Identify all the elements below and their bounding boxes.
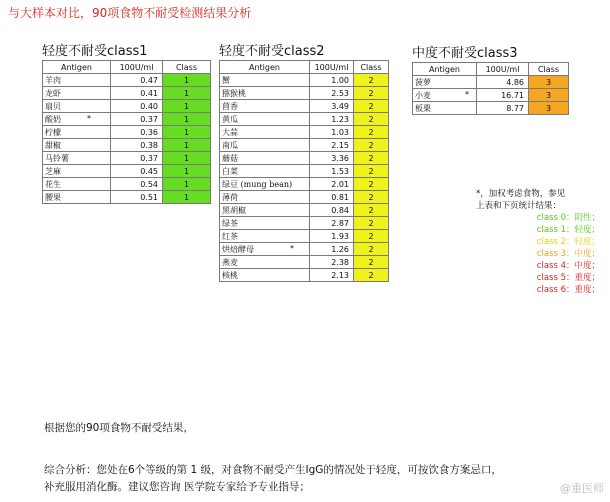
antigen-name: 红茶 — [222, 231, 238, 241]
table-row — [220, 113, 389, 126]
antigen-cell — [220, 126, 310, 139]
value-cell: 2.87 — [310, 217, 354, 230]
value-cell: 2.53 — [310, 87, 354, 100]
value-cell: 0.84 — [310, 204, 354, 217]
class2-title: 轻度不耐受class2 — [219, 44, 325, 59]
value-cell: 0.51 — [111, 191, 163, 204]
value-cell: 3.49 — [310, 100, 354, 113]
value-cell: 3.36 — [310, 152, 354, 165]
antigen-name: 扇贝 — [45, 101, 61, 111]
class-cell: 1 — [163, 139, 211, 152]
col-header-value: 100U/ml — [111, 61, 163, 74]
weighted-star: * — [87, 114, 91, 123]
legend-item: class 6：重度； — [536, 285, 600, 295]
antigen-cell — [220, 165, 310, 178]
class3-table — [412, 62, 569, 115]
table-row — [220, 139, 389, 152]
antigen-cell — [43, 139, 111, 152]
col-header-antigen: Antigen — [413, 63, 477, 76]
table-header-row — [43, 61, 211, 74]
class-cell: 1 — [163, 87, 211, 100]
table-row — [43, 113, 211, 126]
antigen-name: 黑胡椒 — [222, 205, 246, 215]
antigen-cell — [43, 100, 111, 113]
table-row — [220, 165, 389, 178]
legend-item: class 2：轻度； — [536, 237, 600, 247]
table-row — [43, 87, 211, 100]
class-cell: 2 — [354, 87, 389, 100]
antigen-cell — [220, 230, 310, 243]
value-cell: 0.45 — [111, 165, 163, 178]
value-cell: 0.40 — [111, 100, 163, 113]
table-row — [220, 217, 389, 230]
col-header-class: Class — [529, 63, 569, 76]
antigen-cell — [220, 139, 310, 152]
value-cell: 0.54 — [111, 178, 163, 191]
class-cell: 2 — [354, 191, 389, 204]
table-row — [413, 89, 569, 102]
page-title: 与大样本对比，90项食物不耐受检测结果分析 — [8, 6, 252, 20]
antigen-name: 马铃薯 — [45, 153, 69, 163]
table-row — [220, 100, 389, 113]
antigen-name: 蟹 — [222, 75, 230, 85]
table-row — [220, 256, 389, 269]
value-cell: 1.23 — [310, 113, 354, 126]
class-cell: 3 — [529, 89, 569, 102]
watermark: @重医师 — [560, 482, 604, 495]
value-cell: 1.53 — [310, 165, 354, 178]
table-row — [220, 204, 389, 217]
value-cell: 1.03 — [310, 126, 354, 139]
class1-title: 轻度不耐受class1 — [42, 44, 148, 59]
antigen-cell — [220, 243, 310, 256]
antigen-cell — [220, 217, 310, 230]
col-header-value: 100U/ml — [310, 61, 354, 74]
antigen-name: 小麦 — [415, 90, 431, 100]
class-cell: 1 — [163, 165, 211, 178]
class3-title: 中度不耐受class3 — [412, 46, 518, 61]
class-cell: 1 — [163, 126, 211, 139]
antigen-cell — [43, 178, 111, 191]
table-header-row — [413, 63, 569, 76]
class-cell: 2 — [354, 256, 389, 269]
value-cell: 0.38 — [111, 139, 163, 152]
value-cell: 2.01 — [310, 178, 354, 191]
antigen-name: 黄瓜 — [222, 114, 238, 124]
class-cell: 2 — [354, 178, 389, 191]
class-cell: 2 — [354, 243, 389, 256]
analysis-line-1: 综合分析：您处在6个等级的第 1 级，对食物不耐受产生IgG的情况处于轻度，可按饮食方案忌口， — [44, 464, 502, 476]
class-cell: 2 — [354, 230, 389, 243]
col-header-value: 100U/ml — [477, 63, 529, 76]
table-row — [220, 178, 389, 191]
antigen-name: 南瓜 — [222, 140, 238, 150]
table-row — [220, 126, 389, 139]
antigen-cell — [220, 152, 310, 165]
legend-item: class 4：中度； — [536, 261, 600, 271]
antigen-cell — [220, 100, 310, 113]
antigen-name: 柠檬 — [45, 127, 61, 137]
legend-item: class 3：中度； — [536, 249, 600, 259]
class-cell: 1 — [163, 74, 211, 87]
table-row — [220, 230, 389, 243]
antigen-name: 芝麻 — [45, 166, 61, 176]
value-cell: 0.81 — [310, 191, 354, 204]
antigen-cell — [413, 89, 477, 102]
value-cell: 16.71 — [477, 89, 529, 102]
antigen-cell — [43, 126, 111, 139]
col-header-antigen: Antigen — [220, 61, 310, 74]
antigen-cell — [220, 87, 310, 100]
table-row — [43, 74, 211, 87]
antigen-name: 绿豆 (mung bean) — [222, 179, 293, 189]
class-cell: 3 — [529, 76, 569, 89]
table-row — [220, 87, 389, 100]
table-row — [220, 152, 389, 165]
value-cell: 2.38 — [310, 256, 354, 269]
col-header-antigen: Antigen — [43, 61, 111, 74]
antigen-cell — [220, 178, 310, 191]
antigen-name: 绿茶 — [222, 218, 238, 228]
table-row — [43, 100, 211, 113]
antigen-cell — [413, 102, 477, 115]
col-header-class: Class — [163, 61, 211, 74]
class-cell: 1 — [163, 191, 211, 204]
antigen-name: 燕麦 — [222, 257, 238, 267]
table-row — [220, 269, 389, 282]
table-row — [43, 165, 211, 178]
table-row — [43, 126, 211, 139]
class-cell: 2 — [354, 113, 389, 126]
antigen-cell — [220, 113, 310, 126]
class-cell: 1 — [163, 178, 211, 191]
table-row — [43, 191, 211, 204]
table-row — [43, 178, 211, 191]
class-cell: 1 — [163, 100, 211, 113]
analysis-line-2: 补充服用消化酶。建议您咨询 医学院专家给予专业指导； — [44, 481, 310, 493]
antigen-name: 茴香 — [222, 101, 238, 111]
value-cell: 1.26 — [310, 243, 354, 256]
class-cell: 3 — [529, 102, 569, 115]
table-row — [43, 152, 211, 165]
value-cell: 0.37 — [111, 152, 163, 165]
weighted-star: * — [290, 244, 294, 253]
value-cell: 0.47 — [111, 74, 163, 87]
class-cell: 2 — [354, 165, 389, 178]
legend-note-2: 上表和下页统计结果： — [476, 201, 562, 211]
value-cell: 2.15 — [310, 139, 354, 152]
class-cell: 2 — [354, 100, 389, 113]
class-cell: 2 — [354, 204, 389, 217]
class2-table — [219, 60, 389, 282]
table-row — [413, 102, 569, 115]
antigen-cell — [220, 269, 310, 282]
class-legend — [470, 188, 600, 296]
antigen-name: 薄荷 — [222, 192, 238, 202]
antigen-name: 板栗 — [415, 103, 431, 113]
antigen-name: 花生 — [45, 179, 61, 189]
antigen-cell — [220, 256, 310, 269]
antigen-name: 龙虾 — [45, 88, 61, 98]
antigen-name: 大蒜 — [222, 127, 238, 137]
table-row — [220, 74, 389, 87]
antigen-cell — [413, 76, 477, 89]
col-header-class: Class — [354, 61, 389, 74]
antigen-name: 白菜 — [222, 166, 238, 176]
antigen-cell — [220, 191, 310, 204]
antigen-name: 菠萝 — [415, 77, 431, 87]
antigen-cell — [43, 113, 111, 126]
antigen-cell — [220, 74, 310, 87]
legend-item: class 0：阴性； — [536, 213, 600, 223]
value-cell: 4.86 — [477, 76, 529, 89]
legend-item: class 1：轻度； — [536, 225, 600, 235]
antigen-name: 羊肉 — [45, 75, 61, 85]
class-cell: 2 — [354, 74, 389, 87]
antigen-cell — [43, 165, 111, 178]
class-cell: 2 — [354, 126, 389, 139]
table-row — [220, 191, 389, 204]
antigen-cell — [43, 74, 111, 87]
weighted-star: * — [465, 90, 469, 99]
antigen-name: 蘑菇 — [222, 153, 238, 163]
value-cell: 0.37 — [111, 113, 163, 126]
antigen-cell — [43, 191, 111, 204]
antigen-name: 腰果 — [45, 192, 61, 202]
antigen-name: 核桃 — [222, 270, 238, 280]
value-cell: 0.41 — [111, 87, 163, 100]
antigen-name: 猕猴桃 — [222, 88, 246, 98]
class1-table — [42, 60, 211, 204]
class-cell: 2 — [354, 139, 389, 152]
value-cell: 1.93 — [310, 230, 354, 243]
antigen-cell — [43, 87, 111, 100]
antigen-name: 烘焙酵母 — [222, 244, 254, 254]
table-header-row — [220, 61, 389, 74]
antigen-cell — [220, 204, 310, 217]
table-row — [220, 243, 389, 256]
legend-item: class 5：重度； — [536, 273, 600, 283]
class-cell: 2 — [354, 269, 389, 282]
table-row — [413, 76, 569, 89]
legend-note-1: *，加权考虑食物，参见 — [476, 189, 566, 199]
value-cell: 0.36 — [111, 126, 163, 139]
table-row — [43, 139, 211, 152]
antigen-cell — [43, 152, 111, 165]
value-cell: 1.00 — [310, 74, 354, 87]
class-cell: 1 — [163, 113, 211, 126]
value-cell: 8.77 — [477, 102, 529, 115]
class-cell: 2 — [354, 217, 389, 230]
antigen-name: 甜椒 — [45, 140, 61, 150]
class-cell: 1 — [163, 152, 211, 165]
result-summary: 根据您的90项食物不耐受结果， — [44, 422, 194, 434]
class-cell: 2 — [354, 152, 389, 165]
value-cell: 2.13 — [310, 269, 354, 282]
antigen-name: 酸奶 — [45, 114, 61, 124]
